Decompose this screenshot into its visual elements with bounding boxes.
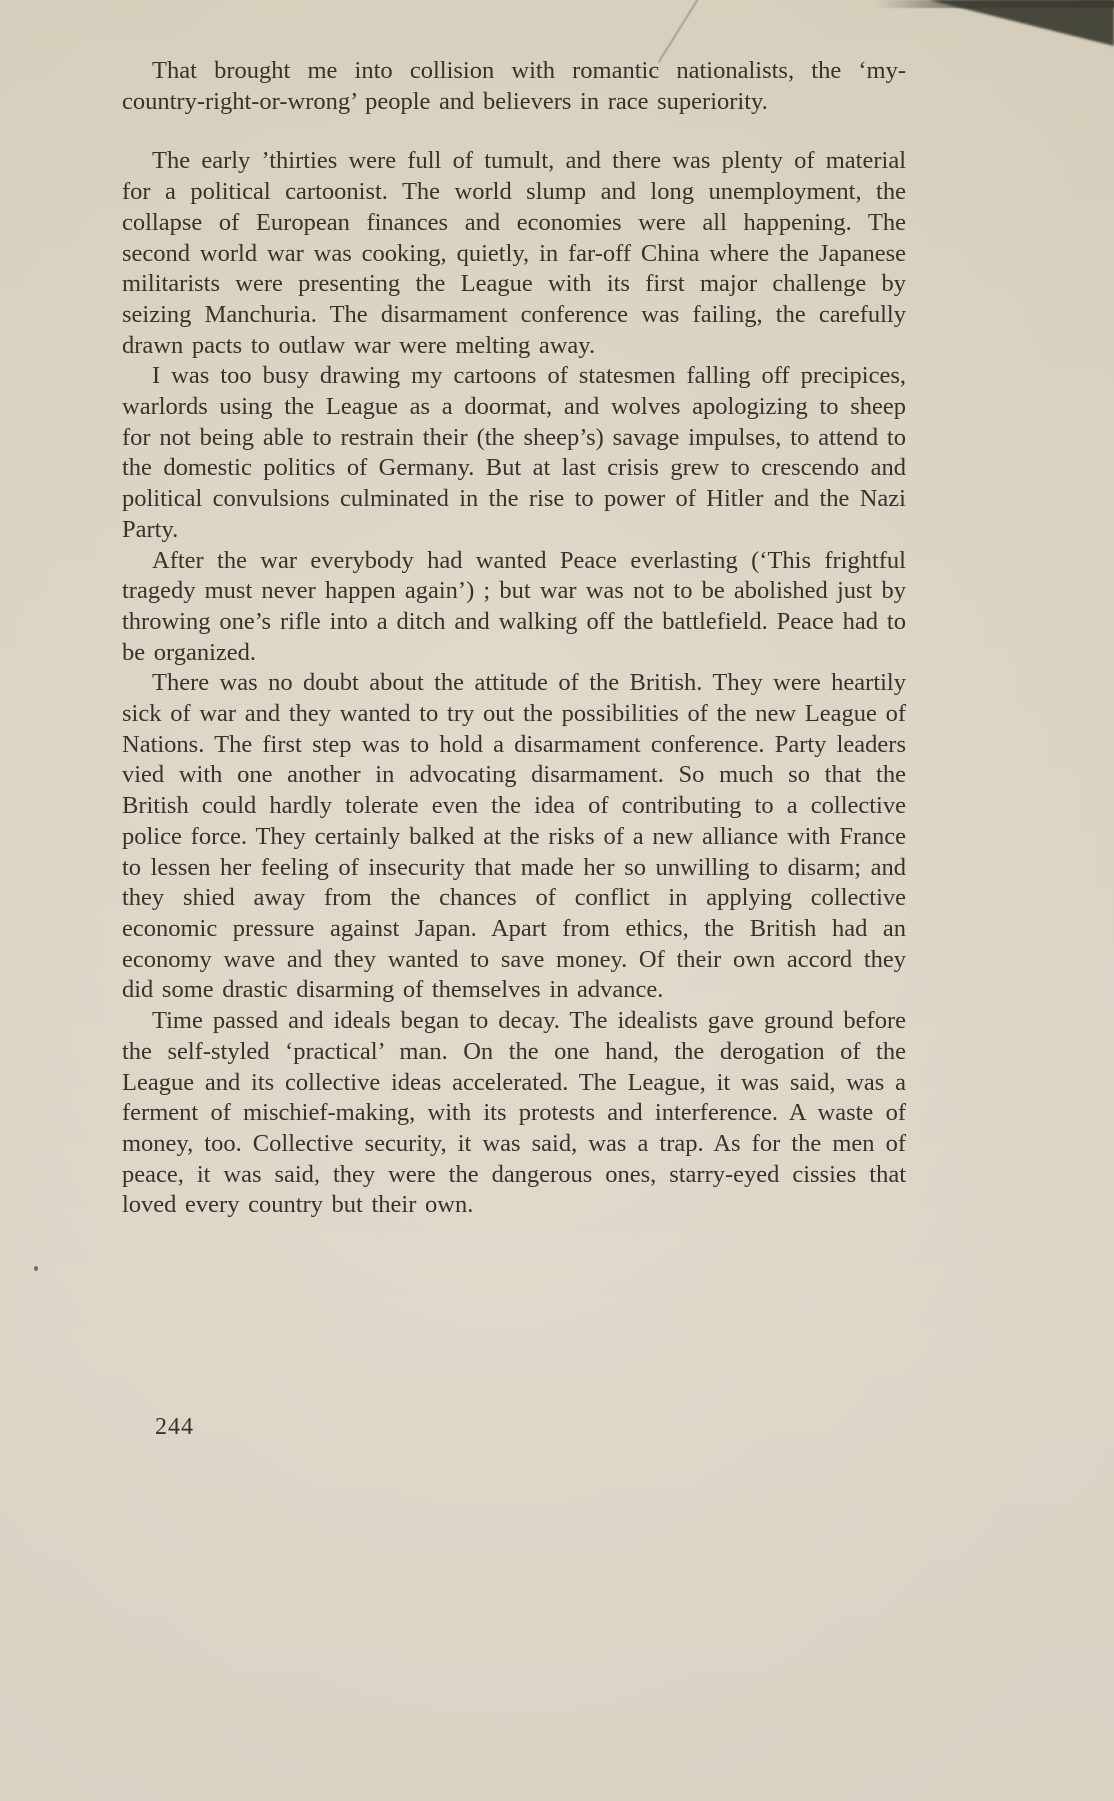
paragraph-5: There was no doubt about the attitude of the British. They were heartily sick of war and they wanted to try out the possibilities of the new League of Nations. The first step was to hold a disarmament conference. Party leaders vied with one another in advocating disarmament. So much so that the British could hardly tolerate even the idea of contributing to a collective police force. They certainly balked at the risks of a new alliance with France to lessen her feeling of insecurity that made her so unwilling to disarm; and they shied away from the chances of conflict in applying collective economic pressure against Japan. Apart from ethics, the British had an economy wave and they wanted to save money. Of their own accord they did some drastic disarming of themselves in advance. <box>122 669 906 1004</box>
page-crease <box>658 0 702 63</box>
paragraph-2: The early ’thirties were full of tumult, and there was plenty of material for a political cartoonist. The world slump and long unemployment, the collapse of European finances and economies were all happening. The second world war was cooking, quietly, in far-off China where the Japanese militarists were presenting the League with its first major challenge by seizing Manchuria. The disarmament conference was failing, the carefully drawn pacts to outlaw war were melting away. <box>122 147 906 359</box>
paragraph-4: After the war everybody had wanted Peace everlasting (‘This frightful tragedy must never happen again’) ; but war was not to be abolished just by throwing one’s rifle into a ditch and walking off the battlefield. Peace had to be organized. <box>122 546 906 666</box>
paragraph-6: Time passed and ideals began to decay. The idealists gave ground before the self-styled ‘practical’ man. On the one hand, the derogation of the League and its collective ideas accelerated. The League, it was said, was a ferment of mischief-making, with its protests and interference. A waste of money, too. Collective security, it was said, was a trap. As for the men of peace, it was said, they were the dangerous ones, starry-eyed cissies that loved every country but their own. <box>122 1007 906 1219</box>
paragraph-3: I was too busy drawing my cartoons of statesmen falling off precipices, warlords using the League as a doormat, and wolves apologizing to sheep for not being able to restrain their (the sheep’s) savage impulses, to attend to the domestic politics of Germany. But at last crisis grew to crescendo and political convulsions culminated in the rise to power of Hitler and the Nazi Party. <box>122 362 906 543</box>
scan-edge-shadow <box>874 0 1114 8</box>
paragraph-1: That brought me into collision with romantic nationalists, the ‘my-country-right-or-wrong’ people and believers in race superiority. <box>122 57 906 115</box>
ink-speck <box>34 1266 38 1271</box>
page-number: 244 <box>155 1414 194 1440</box>
body-text <box>122 56 906 1221</box>
